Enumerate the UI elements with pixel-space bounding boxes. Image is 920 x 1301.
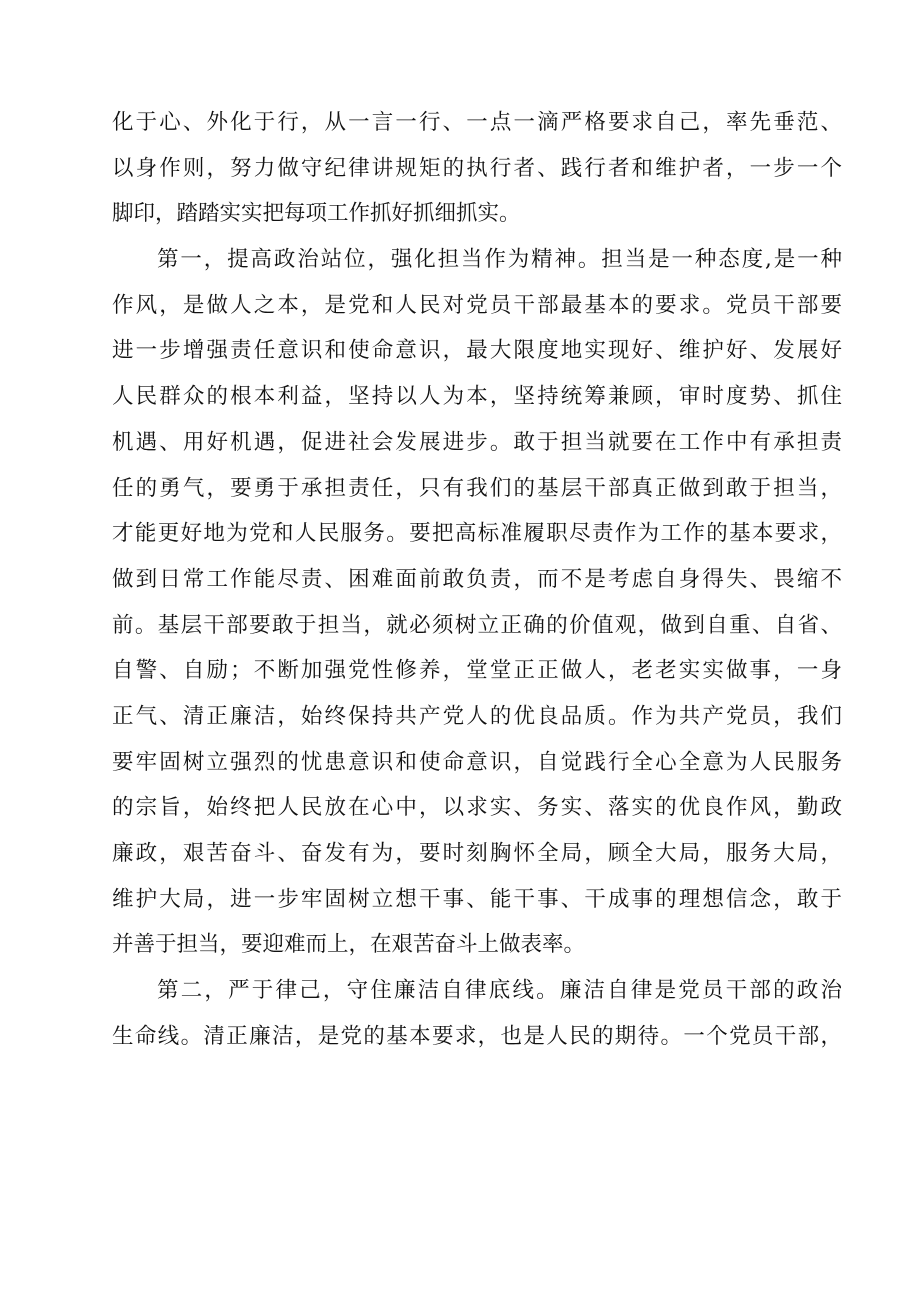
- text-line: 第二，严于律己，守住廉洁自律底线。廉洁自律是党员干部的政治: [157, 978, 842, 1004]
- text-line: 机遇、用好机遇，促进社会发展进步。敢于担当就要在工作中有承担责: [112, 429, 842, 455]
- text-line: 并善于担当，要迎难而上，在艰苦奋斗上做表率。: [112, 932, 586, 958]
- text-line: 化于心、外化于行，从一言一行、一点一滴严格要求自己，率先垂范、: [112, 110, 842, 135]
- text-line: 生命线。清正廉洁，是党的基本要求，也是人民的期待。一个党员干部，: [112, 1023, 842, 1049]
- paragraph-continuation: [112, 100, 842, 237]
- text-line: 要牢固树立强烈的忧患意识和使命意识，自觉践行全心全意为人民服务: [112, 749, 842, 775]
- text-line: 作风，是做人之本，是党和人民对党员干部最基本的要求。党员干部要: [112, 292, 842, 318]
- text-line: 做到日常工作能尽责、困难面前敢负责，而不是考虑自身得失、畏缩不: [112, 566, 842, 592]
- text-line: 维护大局，进一步牢固树立想干事、能干事、干成事的理想信念，敢于: [112, 886, 842, 912]
- text-line: 自警、自励；不断加强党性修养，堂堂正正做人，老老实实做事，一身: [112, 658, 842, 684]
- text-line: 进一步增强责任意识和使命意识，最大限度地实现好、维护好、发展好: [112, 338, 842, 364]
- text-line: 正气、清正廉洁，始终保持共产党人的优良品质。作为共产党员，我们: [112, 703, 842, 729]
- text-line: 任的勇气，要勇于承担责任，只有我们的基层干部真正做到敢于担当，: [112, 475, 842, 501]
- text-line: 前。基层干部要敢于担当，就必须树立正确的价值观，做到自重、自省、: [112, 612, 842, 638]
- text-line: 脚印，踏踏实实把每项工作抓好抓细抓实。: [112, 201, 521, 227]
- text-line: 人民群众的根本利益，坚持以人为本，坚持统筹兼顾，审时度势、抓住: [112, 384, 842, 410]
- text-line: 第一，提高政治站位，强化担当作为精神。担当是一种态度,是一种: [157, 247, 842, 273]
- text-line: 以身作则，努力做守纪律讲规矩的执行者、践行者和维护者，一步一个: [112, 155, 842, 181]
- paragraph-second-point: [112, 968, 842, 1059]
- document-body: [112, 100, 842, 1059]
- text-line: 才能更好地为党和人民服务。要把高标准履职尽责作为工作的基本要求，: [112, 521, 842, 547]
- text-line: 的宗旨，始终把人民放在心中，以求实、务实、落实的优良作风，勤政: [112, 795, 842, 821]
- text-line: 廉政，艰苦奋斗、奋发有为，要时刻胸怀全局，顾全大局，服务大局，: [112, 841, 842, 866]
- paragraph-first-point: [112, 237, 842, 968]
